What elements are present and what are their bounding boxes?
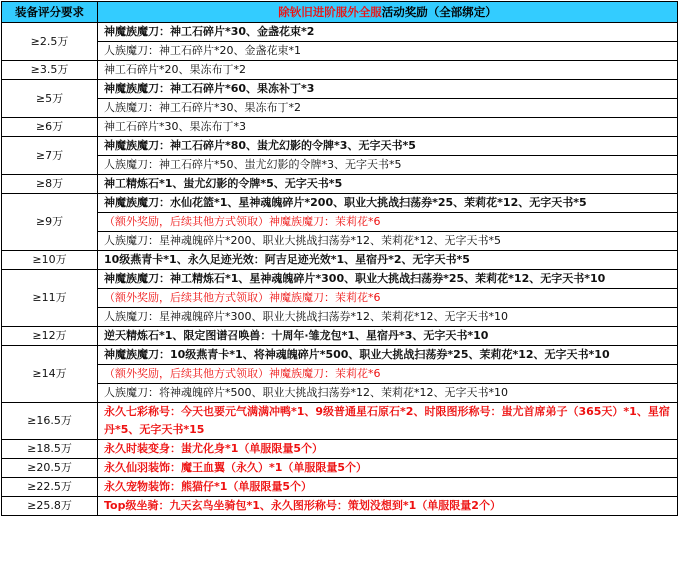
- table-row: [2, 403, 678, 440]
- requirement-cell: ≥22.5万: [2, 478, 98, 497]
- reward-line: 神工精炼石*1、蚩尤幻影的令牌*5、无字天书*5: [98, 175, 678, 194]
- reward-line: 神魔族魔刀：神工石碎片*80、蚩尤幻影的令牌*3、无字天书*5: [98, 137, 678, 156]
- table-row: [2, 327, 678, 346]
- table-row: [2, 365, 678, 384]
- reward-line: 人族魔刀：神工石碎片*30、果冻布丁*2: [98, 99, 678, 118]
- bonus-reward-line: （额外奖励，后续其他方式领取）神魔族魔刀：茉莉花*6: [98, 289, 678, 308]
- bonus-reward-line: （额外奖励，后续其他方式领取）神魔族魔刀：茉莉花*6: [98, 365, 678, 384]
- table-row: [2, 346, 678, 365]
- requirement-cell: ≥3.5万: [2, 61, 98, 80]
- table-row: [2, 459, 678, 478]
- requirement-header: 装备评分要求: [2, 2, 98, 23]
- reward-line: 10级燕青卡*1、永久足迹光效：阿吉足迹光效*1、星宿丹*2、无字天书*5: [98, 251, 678, 270]
- table-row: [2, 289, 678, 308]
- requirement-cell: ≥16.5万: [2, 403, 98, 440]
- reward-line: 永久宠物装饰：熊猫仔*1（单服限量5个）: [98, 478, 678, 497]
- table-row: [2, 251, 678, 270]
- table-row: [2, 61, 678, 80]
- requirement-cell: ≥5万: [2, 80, 98, 118]
- reward-line: 神魔族魔刀：10级燕青卡*1、将神魂魄碎片*500、职业大挑战扫荡券*25、茉莉花*12、无字天书*10: [98, 346, 678, 365]
- reward-header-highlight: 除钬旧进阶服外全服: [278, 5, 382, 19]
- table-row: [2, 42, 678, 61]
- reward-line: 神魔族魔刀：神工石碎片*60、果冻补丁*3: [98, 80, 678, 99]
- reward-line: 永久七彩称号：今天也要元气满满冲鸭*1、9级普通星石原石*2、时限图形称号：蚩尤首席弟子（365天）*1、星宿丹*5、无字天书*15: [98, 403, 678, 440]
- table-row: [2, 270, 678, 289]
- requirement-cell: ≥2.5万: [2, 23, 98, 61]
- table-row: [2, 478, 678, 497]
- requirement-cell: ≥8万: [2, 175, 98, 194]
- table-row: [2, 213, 678, 232]
- table-row: [2, 23, 678, 42]
- table-row: [2, 440, 678, 459]
- reward-line: 人族魔刀：星神魂魄碎片*200、职业大挑战扫荡券*12、茉莉花*12、无字天书*5: [98, 232, 678, 251]
- table-row: [2, 232, 678, 251]
- reward-line: 永久仙羽装饰：魔王血翼（永久）*1（单服限量5个）: [98, 459, 678, 478]
- reward-line: 永久时装变身：蚩尤化身*1（单服限量5个）: [98, 440, 678, 459]
- table-row: [2, 384, 678, 403]
- reward-header: [98, 2, 678, 23]
- requirement-cell: ≥20.5万: [2, 459, 98, 478]
- requirement-cell: ≥9万: [2, 194, 98, 251]
- requirement-cell: ≥11万: [2, 270, 98, 327]
- reward-line: 神魔族魔刀：神工精炼石*1、星神魂魄碎片*300、职业大挑战扫荡券*25、茉莉花*12、无字天书*10: [98, 270, 678, 289]
- reward-line: 人族魔刀：星神魂魄碎片*300、职业大挑战扫荡券*12、茉莉花*12、无字天书*10: [98, 308, 678, 327]
- requirement-cell: ≥7万: [2, 137, 98, 175]
- table-row: [2, 156, 678, 175]
- requirement-cell: ≥12万: [2, 327, 98, 346]
- reward-line: 人族魔刀：将神魂魄碎片*500、职业大挑战扫荡券*12、茉莉花*12、无字天书*10: [98, 384, 678, 403]
- requirement-cell: ≥18.5万: [2, 440, 98, 459]
- table-row: [2, 497, 678, 516]
- table-row: [2, 99, 678, 118]
- reward-line: 神魔族魔刀：水仙花篮*1、星神魂魄碎片*200、职业大挑战扫荡券*25、茉莉花*12、无字天书*5: [98, 194, 678, 213]
- table-row: [2, 80, 678, 99]
- reward-line: 神工石碎片*20、果冻布丁*2: [98, 61, 678, 80]
- requirement-cell: ≥14万: [2, 346, 98, 403]
- requirement-cell: ≥25.8万: [2, 497, 98, 516]
- requirement-cell: ≥10万: [2, 251, 98, 270]
- reward-line: 人族魔刀：神工石碎片*20、金盏花束*1: [98, 42, 678, 61]
- reward-table: [1, 1, 678, 516]
- reward-line: 人族魔刀：神工石碎片*50、蚩尤幻影的令牌*3、无字天书*5: [98, 156, 678, 175]
- table-row: [2, 137, 678, 156]
- header-row: [2, 2, 678, 23]
- table-row: [2, 194, 678, 213]
- bonus-reward-line: （额外奖励，后续其他方式领取）神魔族魔刀：茉莉花*6: [98, 213, 678, 232]
- table-row: [2, 308, 678, 327]
- reward-line: 神魔族魔刀：神工石碎片*30、金盏花束*2: [98, 23, 678, 42]
- table-row: [2, 175, 678, 194]
- reward-line: 逆天精炼石*1、限定图谱召唤兽：十周年·雏龙包*1、星宿丹*3、无字天书*10: [98, 327, 678, 346]
- requirement-cell: ≥6万: [2, 118, 98, 137]
- reward-header-rest: 活动奖励（全部绑定）: [381, 5, 497, 19]
- table-row: [2, 118, 678, 137]
- reward-line: 神工石碎片*30、果冻布丁*3: [98, 118, 678, 137]
- reward-line: Top级坐骑：九天玄鸟坐骑包*1、永久图形称号：策划没想到*1（单服限量2个）: [98, 497, 678, 516]
